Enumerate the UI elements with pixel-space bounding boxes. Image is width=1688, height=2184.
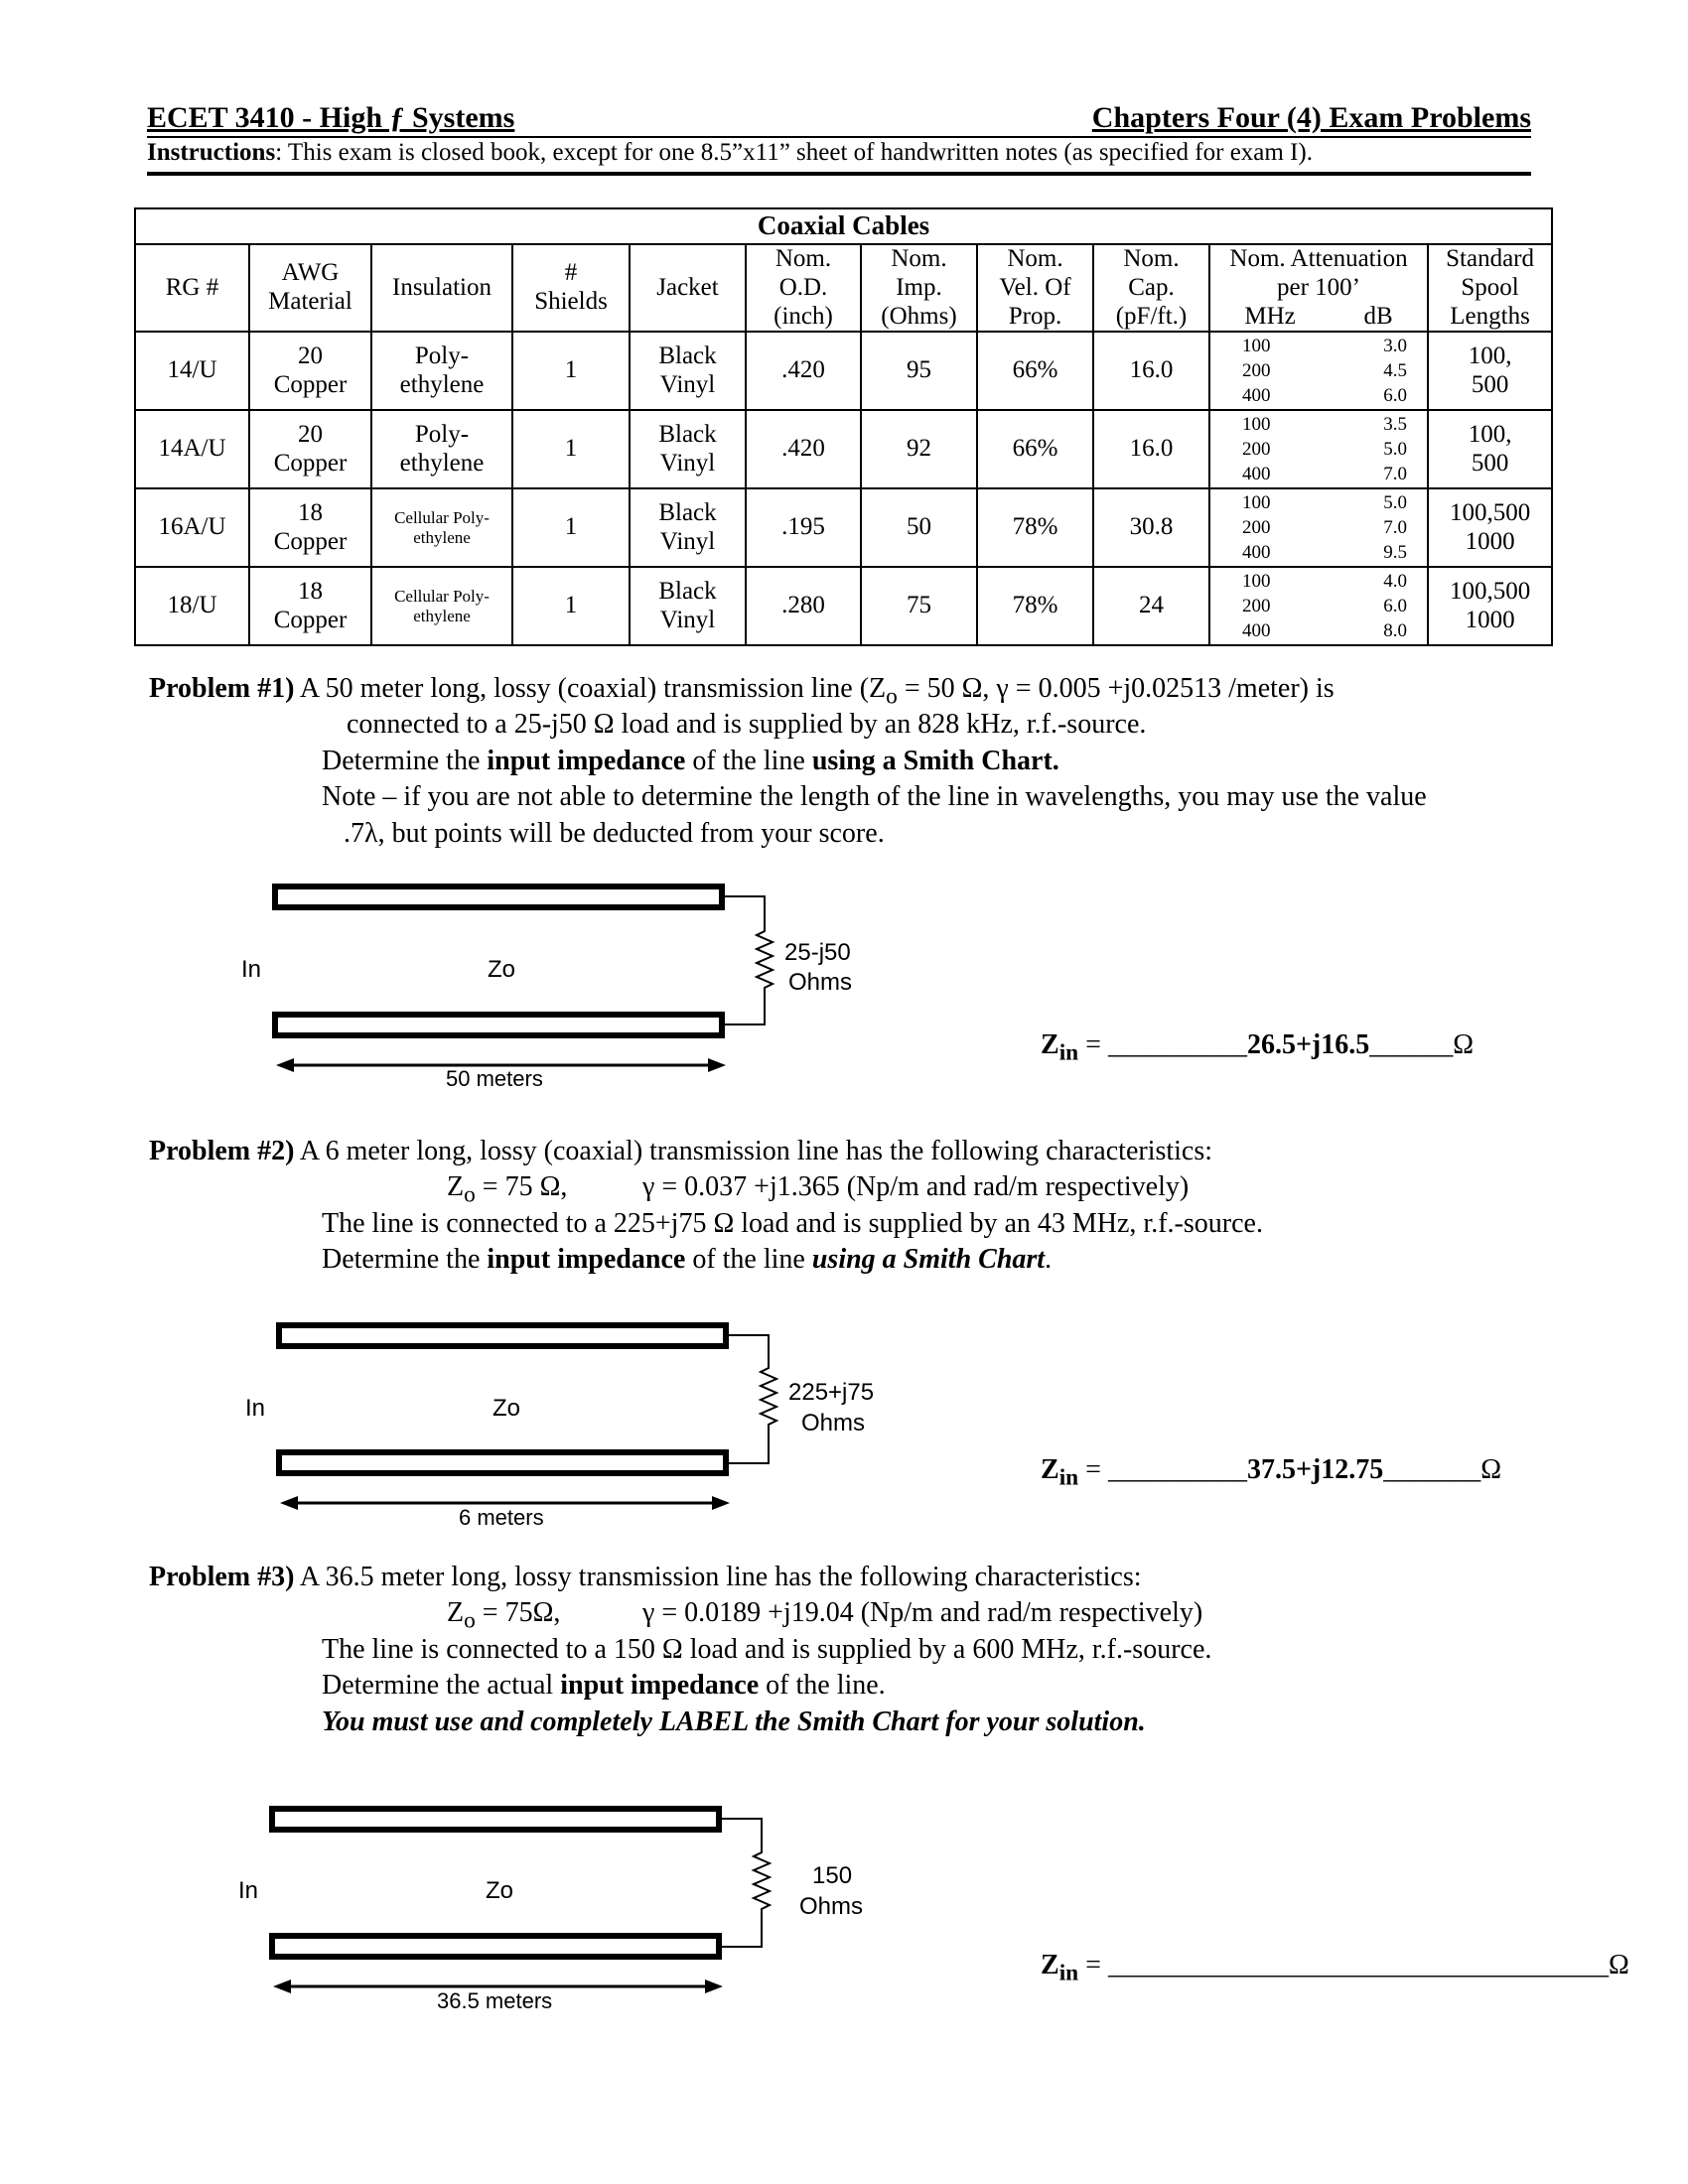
col-header-capacitance: Nom. Cap. (pF/ft.) bbox=[1093, 244, 1209, 332]
col-header-attenuation: Nom. Attenuation per 100’ MHz dB bbox=[1209, 244, 1428, 332]
col-header-awg: AWG Material bbox=[249, 244, 371, 332]
table-row: 16A/U 18 Copper Cellular Poly- ethylene 1 Black Vinyl .195 50 78% 30.8 100 200 400 5.0 7.0 9.5 100,500 1000 bbox=[135, 488, 1552, 567]
col-header-impedance: Nom. Imp. (Ohms) bbox=[861, 244, 977, 332]
col-header-jacket: Jacket bbox=[630, 244, 746, 332]
problem-1: Problem #1) A 50 meter long, lossy (coaxial) transmission line ($Z_o = 50$ Ω, γ = 0.005 +j0.02513 /meter) is connected to a 25-j50 Ω load and is supplied by an 828 kHz, r.f.-source. Determine the input impedance of the line using a Smith Chart. Note – if you are not able to determine the length of the line in wavelengths, you may use the value .7λ, but points will be deducted from your score. bbox=[149, 673, 1427, 849]
problem-1-zin-value: 26.5+j16.5 bbox=[1246, 1029, 1370, 1060]
problem-2: Problem #2) A 6 meter long, lossy (coaxial) transmission line has the following characteristics: $Z_o = 75$ Ω, γ = 0.037 +j1.365 (Np/m and rad/m respectively) The line is connected to a 225+j75 Ω load and is supplied by an 43 MHz, r.f.-source. Determine the input impedance of the line using a Smith Chart. bbox=[149, 1136, 1263, 1275]
col-header-shields: # Shields bbox=[512, 244, 630, 332]
load-unit-label: Ohms bbox=[788, 969, 853, 996]
table-row: 14/U 20 Copper Poly- ethylene 1 Black Vinyl .420 95 66% 16.0 100 200 400 3.0 4.5 6.0 100, 500 bbox=[135, 332, 1552, 410]
length-label: 50 meters bbox=[446, 1066, 543, 1091]
load-label: 25-j50 bbox=[784, 939, 851, 966]
col-header-insulation: Insulation bbox=[371, 244, 512, 332]
problem-2-answer: $Z_{in}$ = __________37.5+j12.75_______Ω bbox=[1041, 1454, 1502, 1491]
load-label: 225+j75 bbox=[788, 1379, 875, 1406]
problem-3-answer-blank: = ____________________________________Ω bbox=[1078, 1950, 1629, 1980]
load-label: 150 bbox=[812, 1862, 853, 1889]
load-unit-label: Ohms bbox=[801, 1410, 866, 1436]
instructions-label: Instructions bbox=[147, 139, 276, 166]
col-header-spool: Standard Spool Lengths bbox=[1428, 244, 1552, 332]
exam-title: Chapters Four (4) Exam Problems bbox=[1091, 101, 1531, 134]
problem-3-answer: $Z_{in}$ = ____________________________________Ω bbox=[1041, 1950, 1629, 1986]
table-title: Coaxial Cables bbox=[135, 208, 1552, 244]
input-label: In bbox=[245, 1395, 266, 1422]
instructions-text: : This exam is closed book, except for one 8.5”x11” sheet of handwritten notes (as specified for exam I). bbox=[275, 139, 1313, 166]
input-label: In bbox=[238, 1877, 259, 1904]
zo-label: Zo bbox=[486, 1877, 514, 1904]
col-header-rg: RG # bbox=[135, 244, 249, 332]
course-title: ECET 3410 - High ƒ Systems bbox=[147, 101, 515, 134]
problem-3: Problem #3) A 36.5 meter long, lossy transmission line has the following characteristics: $Z_o = 75\Omega$, γ = 0.0189 +j19.04 (Np/m and rad/m respectively) The line is connected to a 150 Ω load and is supplied by a 600 MHz, r.f.-source. Determine the actual input impedance of the line. You must use and completely LABEL the Smith Chart for your solution. bbox=[149, 1560, 1539, 1748]
problem-1-answer: $Z_{in}$ = __________26.5+j16.5______Ω bbox=[1041, 1029, 1475, 1066]
input-label: In bbox=[241, 956, 262, 983]
top-conductor bbox=[272, 1809, 719, 1830]
table-row: 18/U 18 Copper Cellular Poly- ethylene 1 Black Vinyl .280 75 78% 24 100 200 400 4.0 6.0 8.0 100,500 1000 bbox=[135, 567, 1552, 645]
problem-2-label: Problem #2) bbox=[149, 1136, 295, 1166]
load-resistor bbox=[719, 1819, 770, 1947]
problem-3-requirement: You must use and completely LABEL the Smith Chart for your solution. bbox=[322, 1706, 1146, 1737]
bottom-conductor bbox=[272, 1936, 719, 1957]
problem-2-zin-value: 37.5+j12.75 bbox=[1246, 1454, 1384, 1485]
col-header-od: Nom. O.D. (inch) bbox=[746, 244, 861, 332]
length-label: 36.5 meters bbox=[437, 1988, 553, 2013]
problem-1-label: Problem #1) bbox=[149, 673, 295, 704]
zo-label: Zo bbox=[492, 1395, 521, 1422]
load-unit-label: Ohms bbox=[799, 1893, 864, 1920]
table-row: 14A/U 20 Copper Poly- ethylene 1 Black Vinyl .420 92 66% 16.0 100 200 400 3.5 5.0 7.0 100, 500 bbox=[135, 410, 1552, 488]
length-label: 6 meters bbox=[459, 1505, 544, 1530]
col-header-velocity: Nom. Vel. Of Prop. bbox=[977, 244, 1093, 332]
problem-3-label: Problem #3) bbox=[149, 1562, 295, 1592]
zo-label: Zo bbox=[488, 956, 516, 983]
